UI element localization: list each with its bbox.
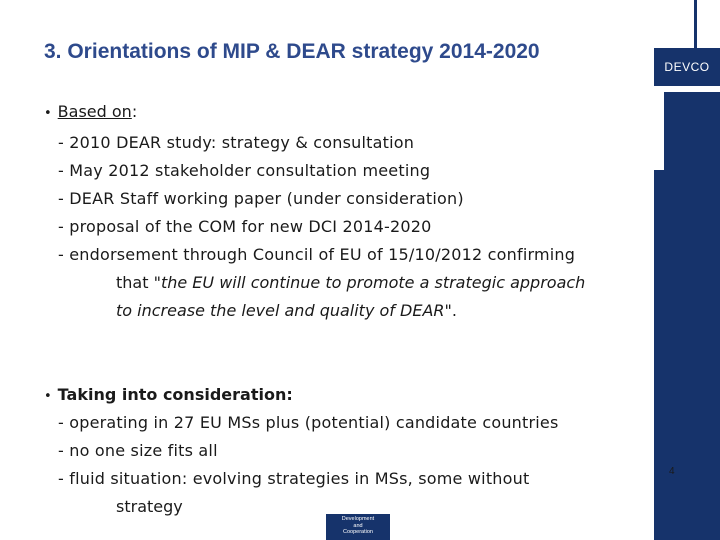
slide-title: 3. Orientations of MIP & DEAR strategy 2014-2020: [44, 40, 540, 63]
logo-line-3: Cooperation: [343, 529, 373, 535]
bullet-dot-icon: •: [44, 389, 52, 404]
sidebar-band: [654, 0, 720, 540]
sidebar-notch: [654, 122, 664, 144]
devco-label: DEVCO: [664, 60, 710, 74]
sidebar-top-gap: [694, 0, 720, 48]
quote-text-2: to increase the level and quality of DEAR: [116, 301, 445, 320]
list-item: - fluid situation: evolving strategies in MSs, some without: [58, 469, 530, 488]
bullet-label: Taking into consideration:: [57, 385, 293, 404]
list-item: - DEAR Staff working paper (under consideration): [58, 189, 464, 208]
page-number: 4: [669, 466, 675, 477]
list-item: - May 2012 stakeholder consultation meeting: [58, 161, 431, 180]
list-item: - proposal of the COM for new DCI 2014-2020: [58, 217, 432, 236]
sidebar-stripe: [694, 0, 697, 48]
logo-line-1: Development: [341, 516, 375, 522]
list-item: - 2010 DEAR study: strategy & consultation: [58, 133, 415, 152]
quote-end: ".: [444, 301, 457, 320]
quote-line-1: [116, 269, 585, 297]
quote-intro: that ": [116, 273, 161, 292]
quote-text-1: the EU will continue to promote a strategic approach: [160, 273, 586, 292]
bullet-colon: :: [131, 102, 138, 121]
list-item: - endorsement through Council of EU of 15/10/2012 confirming: [58, 245, 576, 264]
devco-badge: [654, 48, 720, 86]
bullet-taking-into-consideration: [44, 381, 293, 411]
sidebar-notch: [654, 92, 664, 114]
logo-line-2: and: [353, 522, 363, 529]
quote-line-2: [116, 297, 457, 325]
list-item: - no one size fits all: [58, 441, 218, 460]
bullet-dot-icon: •: [44, 106, 52, 121]
list-item: - operating in 27 EU MSs plus (potential) candidate countries: [58, 413, 559, 432]
continuation-line: strategy: [116, 497, 183, 516]
bullet-label: Based on: [57, 102, 132, 121]
bullet-based-on: [44, 98, 137, 128]
sidebar-notch: [654, 148, 664, 170]
devco-footer-logo: [326, 514, 390, 540]
